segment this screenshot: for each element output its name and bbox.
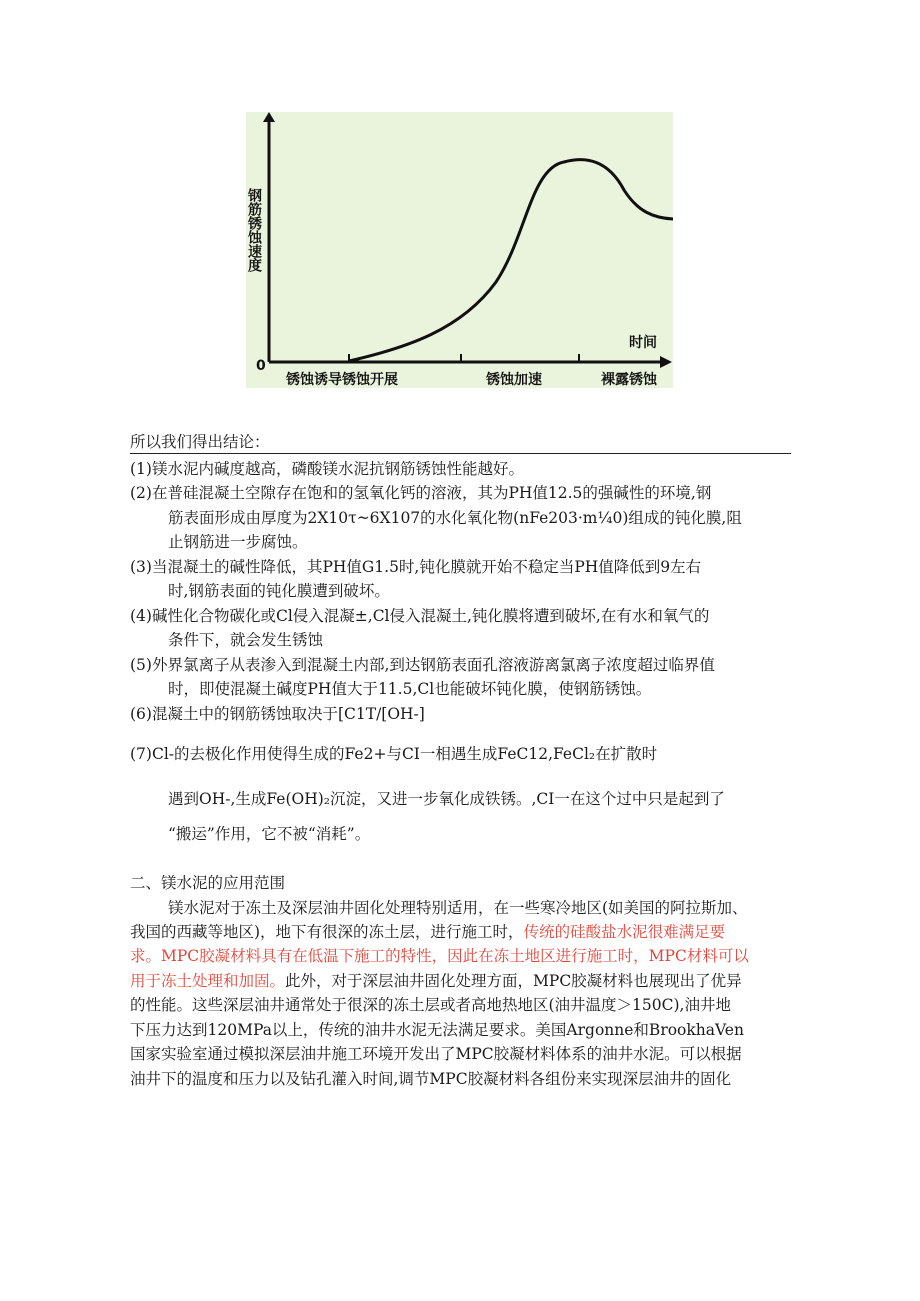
- highlighted-text: 传统的硅酸盐水泥很难满足要: [523, 923, 726, 941]
- paragraph-line: [130, 922, 725, 942]
- stage-label-exposed: 裸露锈蚀: [601, 372, 657, 388]
- conclusion-item-3-cont: 时,钢筋表面的钝化膜遭到破坏。: [168, 582, 390, 600]
- conclusion-item-5: (5)外界氯离子从表渗入到混凝土内部,到达钢筋表面孔溶液游离氯离子浓度超过临界值: [130, 656, 715, 674]
- corrosion-curve-plot: [246, 112, 673, 388]
- y-axis-label: 钢筋锈蚀速度: [246, 188, 262, 272]
- paragraph-line: 镁水泥对于冻土及深层油井固化处理特别适用，在一些寒冷地区(如美国的阿拉斯加、: [168, 899, 748, 917]
- paragraph-text: 此外，对于深层油井固化处理方面，MPC胶凝材料也展现出了优异: [285, 972, 742, 990]
- highlighted-text: 用于冻土处理和加固。: [130, 972, 286, 990]
- conclusion-item-7-cont: “搬运”作用，它不被“消耗”。: [168, 825, 371, 843]
- conclusion-item-2: (2)在普硅混凝土空隙存在饱和的氢氧化钙的溶液，其为PH值12.5的强碱性的环境,钢: [130, 484, 712, 502]
- paragraph-text: 我国的西藏等地区)，地下有很深的冻土层，进行施工时，: [130, 923, 524, 941]
- x-axis-label: 时间: [629, 335, 657, 351]
- highlighted-line: 求。MPC胶凝材料具有在低温下施工的特性，因此在冻土地区进行施工时，MPC材料可以: [130, 947, 749, 965]
- x-axis-arrow: [660, 356, 672, 368]
- heading-rule: [130, 453, 791, 454]
- conclusion-item-7-cont: 遇到OH-,生成Fe(OH)₂沉淀，又进一步氧化成铁锈。,CI一在这个过中只是起到了: [168, 790, 725, 808]
- conclusion-item-2-cont: 止钢筋进一步腐蚀。: [168, 533, 308, 551]
- origin-label: 0: [256, 358, 266, 374]
- corrosion-rate-curve: [349, 160, 673, 361]
- paragraph-line: 油井下的温度和压力以及钻孔灌入时间,调节MPC胶凝材料各组份来实现深层油井的固化: [130, 1070, 732, 1088]
- conclusion-heading: 所以我们得出结论：: [130, 433, 270, 451]
- conclusion-item-2-cont: 筋表面形成由厚度为2X10τ~6X107的水化氧化物(nFe203·m¼0)组成的钝化膜,阻: [168, 509, 742, 527]
- conclusion-item-3: (3)当混凝土的碱性降低，其PH值G1.5时,钝化膜就开始不稳定当PH值降低到9左右: [130, 558, 702, 576]
- conclusion-item-4: (4)碱性化合物碳化或Cl侵入混凝±,Cl侵入混凝土,钝化膜将遭到破坏,在有水和氧气的: [130, 607, 710, 625]
- conclusion-item-4-cont: 条件下，就会发生锈蚀: [168, 631, 324, 649]
- paragraph-line: 国家实验室通过模拟深层油井施工环境开发出了MPC胶凝材料体系的油井水泥。可以根据: [130, 1045, 742, 1063]
- section-title: 二、镁水泥的应用范围: [130, 874, 286, 892]
- conclusion-item-1: (1)镁水泥内碱度越高，磷酸镁水泥抗钢筋锈蚀性能越好。: [130, 460, 524, 478]
- paragraph-line: [130, 971, 742, 991]
- stage-label-acceleration: 锈蚀加速: [486, 372, 542, 388]
- stage-label-induction: 锈蚀诱导锈蚀开展: [286, 372, 398, 388]
- y-axis-arrow: [263, 112, 275, 122]
- conclusion-item-5-cont: 时，即使混凝土碱度PH值大于11.5,Cl也能破坏钝化膜，使钢筋锈蚀。: [168, 680, 652, 698]
- conclusion-item-6: (6)混凝土中的钢筋锈蚀取决于[C1T/[OH-]: [130, 705, 425, 723]
- conclusion-item-7: (7)Cl-的去极化作用使得生成的Fe2+与CI一相遇生成FeC12,FeCl₂在扩散时: [130, 745, 658, 763]
- paragraph-line: 的性能。这些深层油井通常处于很深的冻土层或者高地热地区(油井温度＞150C),油井地: [130, 996, 731, 1014]
- paragraph-line: 下压力达到120MPa以上，传统的油井水泥无法满足要求。美国Argonne和BrookhaVen: [130, 1021, 744, 1039]
- corrosion-rate-figure: [246, 112, 673, 388]
